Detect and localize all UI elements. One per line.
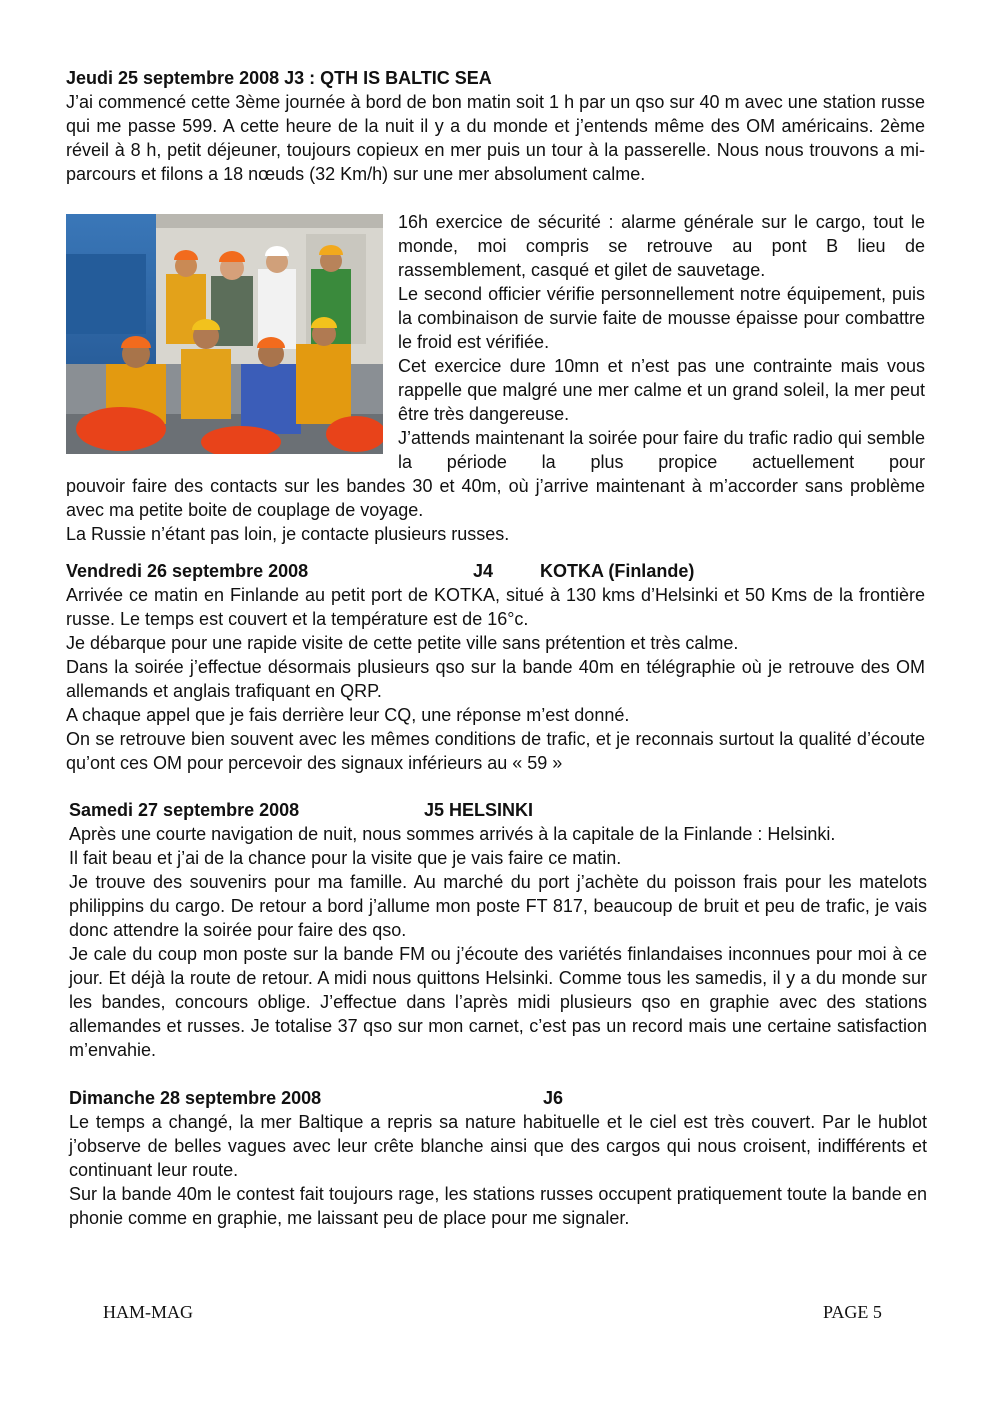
footer-page-number: PAGE 5	[823, 1302, 882, 1322]
heading-code: J4	[473, 561, 494, 581]
section-dimanche	[69, 1086, 927, 1230]
section-vendredi	[66, 559, 925, 775]
paragraph: A chaque appel que je fais derrière leur CQ, une réponse m’est donné.	[66, 705, 630, 725]
paragraph: Je cale du coup mon poste sur la bande FM ou j’écoute des variétés finlandaises inconnues pour moi à ce jour. Et déjà la route de retour. A midi nous quittons Helsinki. Comme tous les samedis, il y a du monde sur les bandes, concours oblige. J’effectue dans l’après midi plusieurs qso en graphie avec des stations allemandes et russes. Je totalise 37 qso sur mon carnet, c’est pas un record mais une certaine satisfaction m’envahie.	[69, 944, 927, 1060]
paragraph: Je trouve des souvenirs pour ma famille. Au marché du port j’achète du poisson frais pour les matelots philippins du cargo. De retour a bord j’allume mon poste FT 817, beaucoup de bruit et peu de trafic, je vais donc attendre la soirée pour faire des qso.	[69, 872, 927, 940]
paragraph: Le second officier vérifie personnellement notre équipement, puis la combinaison de survie faite de mousse épaisse pour combattre le froid est vérifiée.	[398, 284, 925, 352]
heading-day: Vendredi 26 septembre 2008	[66, 561, 309, 581]
footer-magazine: HAM-MAG	[103, 1302, 193, 1322]
heading-code: J6	[543, 1088, 564, 1108]
section-heading	[69, 1086, 927, 1110]
photo-side-text	[398, 210, 925, 474]
paragraph: J’ai commencé cette 3ème journée à bord de bon matin soit 1 h par un qso sur 40 m avec une station russe qui me passe 599. A cette heure de la nuit il y a du monde et j’entends même des OM américains. 2ème réveil à 8 h, petit déjeuner, toujours copieux en mer puis un tour à la passerelle. Nous nous trouvons a mi-parcours et filons a 18 nœuds (32 Km/h) sur une mer absolument calme.	[66, 92, 925, 184]
paragraph: pouvoir faire des contacts sur les bandes 30 et 40m, où j’arrive maintenant à m’accorder sans problème avec ma petite boite de couplage de voyage.	[66, 476, 925, 520]
heading-text: Jeudi 25 septembre 2008 J3 : QTH IS BALTIC SEA	[66, 68, 492, 88]
paragraph: 16h exercice de sécurité : alarme générale sur le cargo, tout le monde, moi compris se retrouve au pont B lieu de rassemblement, casqué et gilet de sauvetage.	[398, 212, 925, 280]
section-jeudi-continued	[66, 474, 925, 546]
paragraph: J’attends maintenant la soirée pour faire du trafic radio qui semble la période la plus propice actuellement pour	[398, 428, 925, 472]
paragraph: Le temps a changé, la mer Baltique a repris sa nature habituelle et le ciel est très couvert. Par le hublot j’observe de belles vagues avec leur crête blanche ainsi que des cargos qui nous croisent, indifférents et continuant leur route.	[69, 1112, 927, 1180]
paragraph: Il fait beau et j’ai de la chance pour la visite que je vais faire ce matin.	[69, 848, 622, 868]
heading-day: Samedi 27 septembre 2008	[69, 800, 300, 820]
paragraph: Sur la bande 40m le contest fait toujours rage, les stations russes occupent pratiquement toute la bande en phonie comme en graphie, me laissant peu de place pour me signaler.	[69, 1184, 927, 1228]
heading-code: J5 HELSINKI	[424, 800, 534, 820]
paragraph: Arrivée ce matin en Finlande au petit port de KOTKA, situé à 130 kms d’Helsinki et 50 Kms de la frontière russe. Le temps est couvert et la température est de 16°c.	[66, 585, 925, 629]
heading-day: Dimanche 28 septembre 2008	[69, 1088, 322, 1108]
paragraph: La Russie n’étant pas loin, je contacte plusieurs russes.	[66, 524, 510, 544]
paragraph: Cet exercice dure 10mn et n’est pas une contrainte mais vous rappelle que malgré une mer calme et un grand soleil, la mer peut être très dangereuse.	[398, 356, 925, 424]
paragraph: On se retrouve bien souvent avec les mêmes conditions de trafic, et je reconnais surtout la qualité d’écoute qu’ont ces OM pour percevoir des signaux inférieurs au « 59 »	[66, 729, 925, 773]
section-jeudi	[66, 66, 925, 186]
section-samedi	[69, 798, 927, 1062]
crew-photo	[66, 214, 383, 454]
section-heading	[66, 66, 925, 90]
paragraph: Après une courte navigation de nuit, nous sommes arrivés à la capitale de la Finlande : Helsinki.	[69, 824, 836, 844]
section-heading	[69, 798, 927, 822]
heading-place: KOTKA (Finlande)	[540, 561, 695, 581]
section-heading	[66, 559, 925, 583]
crew-photo-image	[66, 214, 383, 454]
paragraph: Dans la soirée j’effectue désormais plusieurs qso sur la bande 40m en télégraphie où je retrouve des OM allemands et anglais trafiquant en QRP.	[66, 657, 925, 701]
paragraph: Je débarque pour une rapide visite de cette petite ville sans prétention et très calme.	[66, 633, 739, 653]
